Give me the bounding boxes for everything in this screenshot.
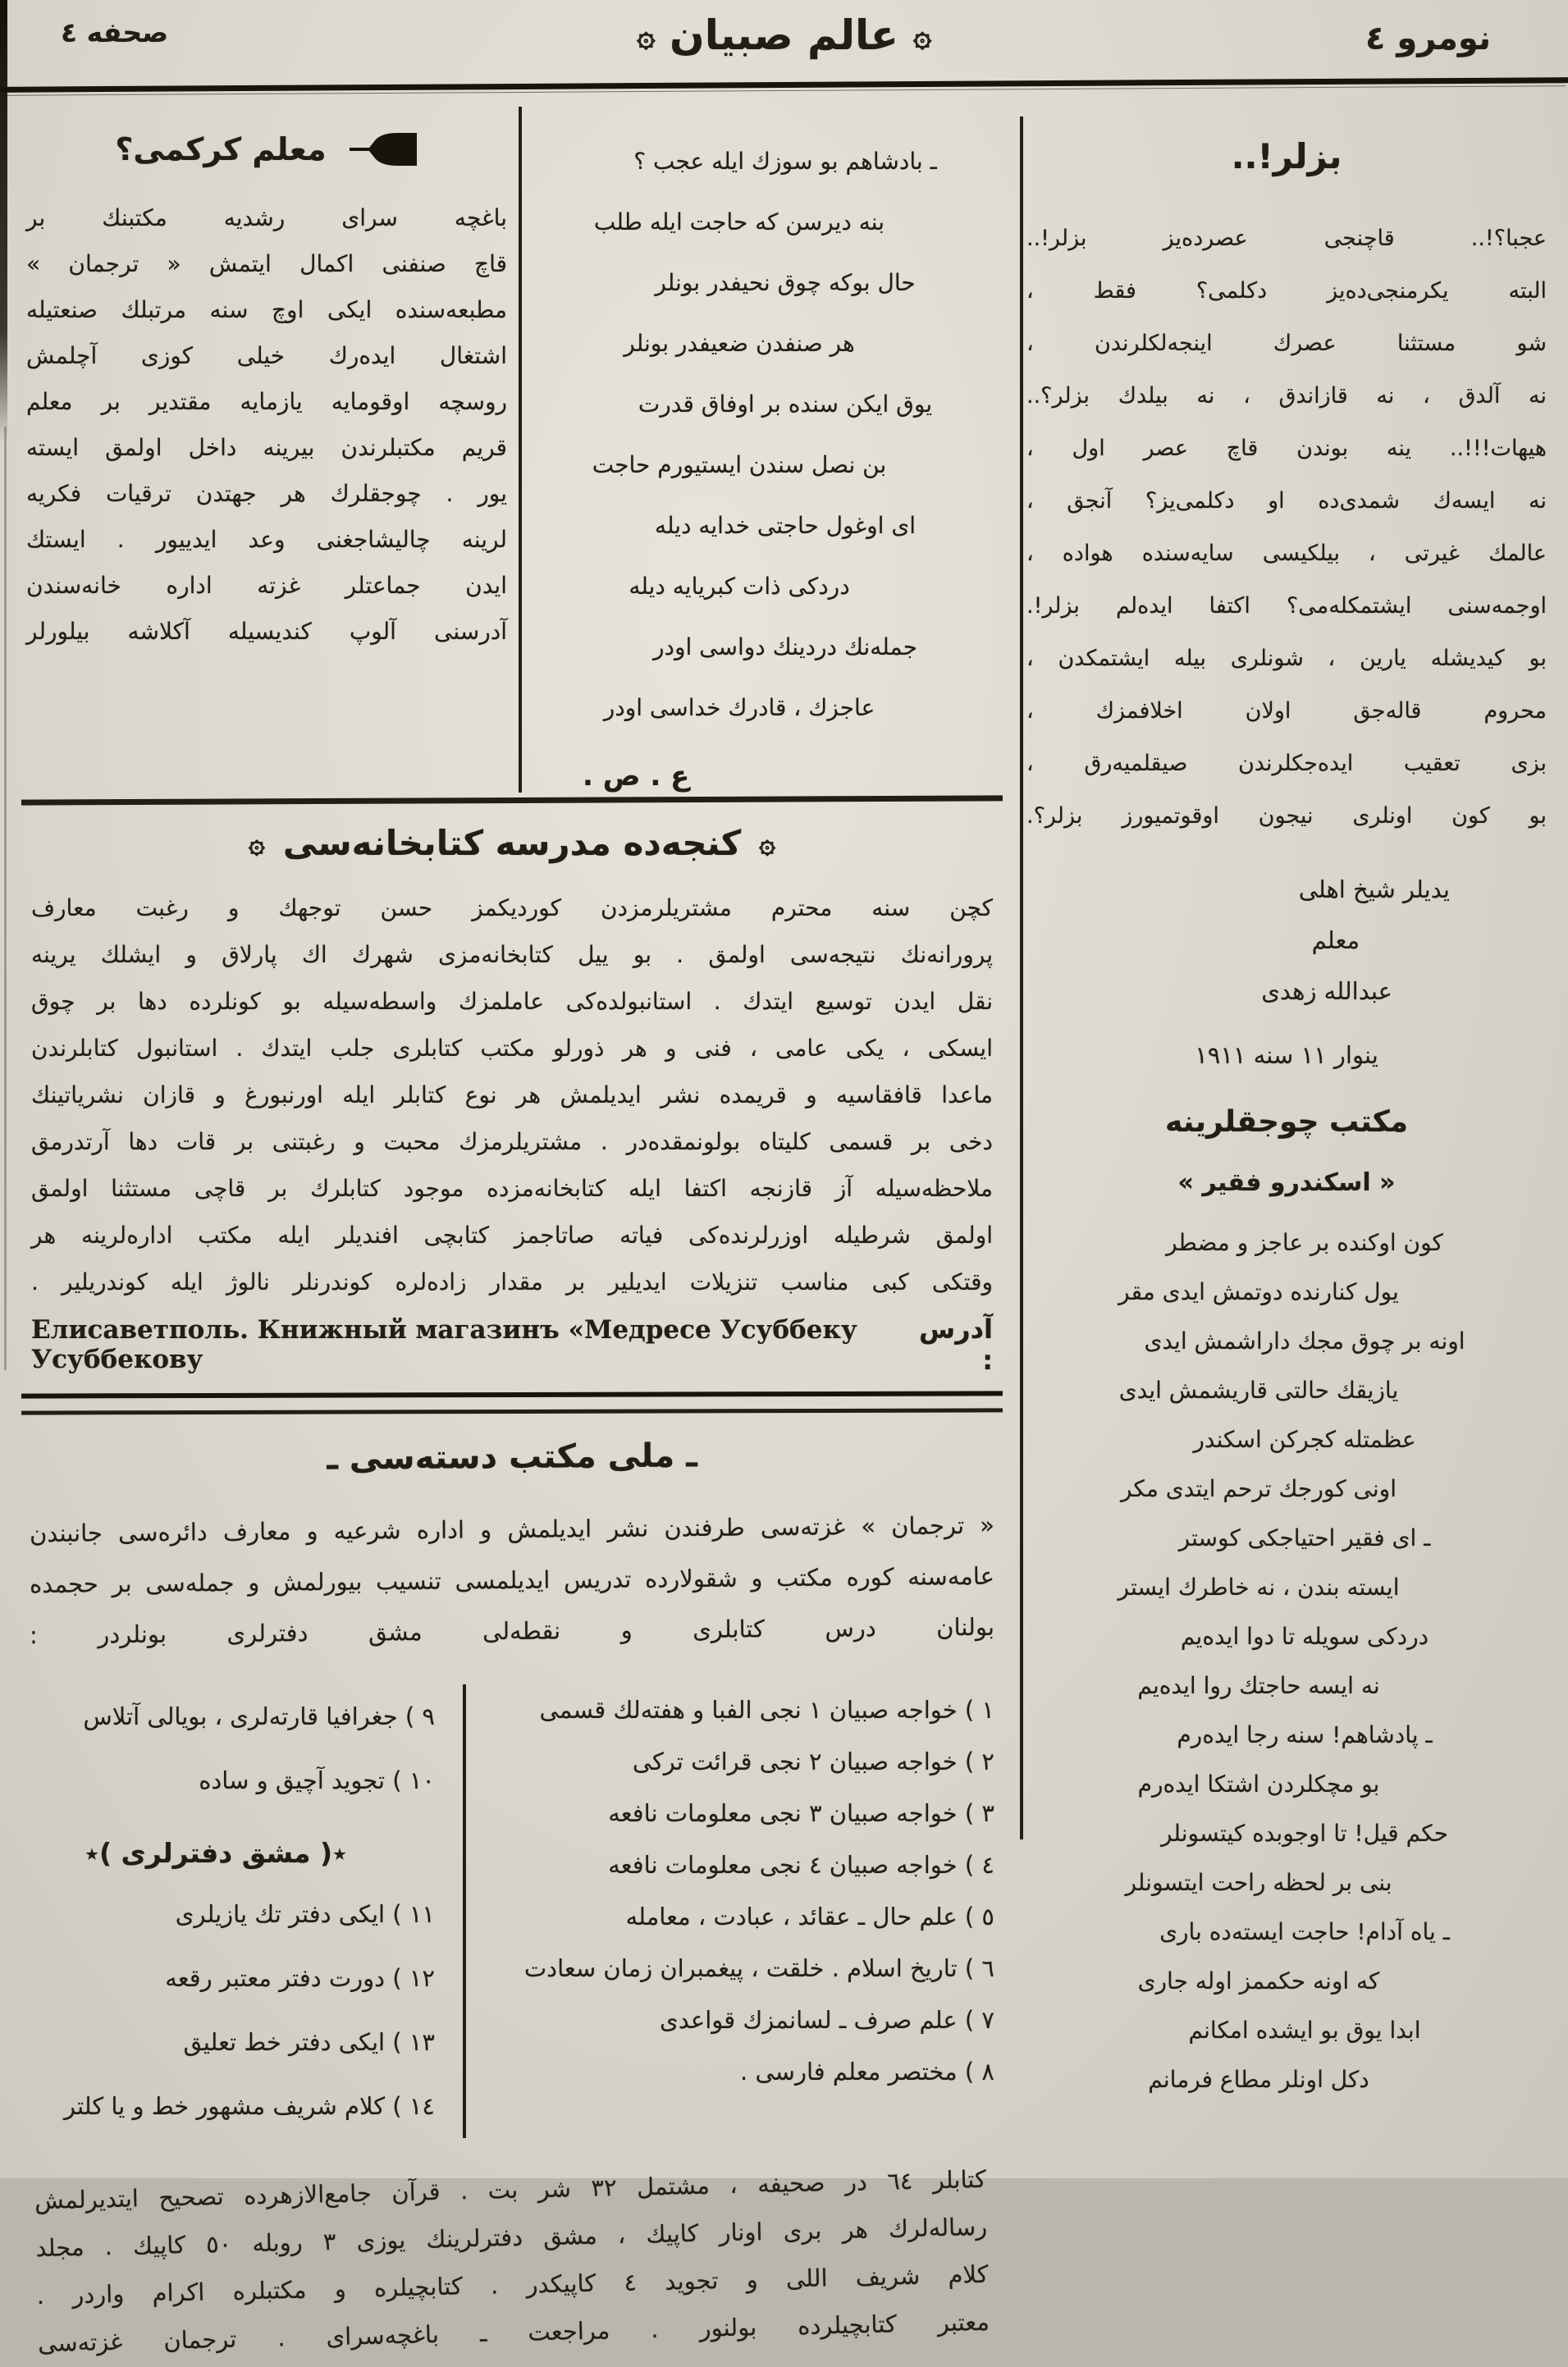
- article-line: قاچ صنفنى اكمال ايتمش « ترجمان »: [26, 250, 507, 277]
- article-body: [1026, 212, 1547, 843]
- poem-line: عظمتله كجركن اسكندر: [1193, 1426, 1416, 1453]
- address-russian: Елисаветполь. Книжный магазинъ «Медресе Усуббеку Усуббекову: [31, 1315, 857, 1374]
- poem-line: حكم قيل! تا اوجوبده كيتسونلر: [1160, 1820, 1448, 1847]
- header-rule: [0, 77, 1568, 93]
- poem-subtitle: « اسكندرو فقير »: [1177, 1168, 1396, 1197]
- poem-line: كون اوكنده بر عاجز و مضطر: [1166, 1229, 1443, 1256]
- main-area: [21, 107, 1003, 2356]
- paragraph-line: كتابلر ٦٤ در صحيفه ، مشتمل ٣٢ شر بت . قرآن جامع‌الازهرده تصحيح ايتديرلمش: [34, 2164, 987, 2215]
- issue-number-label: نومرو ٤: [1365, 20, 1491, 57]
- book-list-left-bottom: [30, 1882, 435, 2138]
- author-initials: ع . ص .: [583, 760, 690, 793]
- article-line: باغچه سراى رشديه مكتبنك بر: [26, 204, 507, 231]
- middle-column: [519, 107, 1003, 793]
- scan-edge-artifact: [0, 0, 7, 443]
- scan-edge-artifact: [4, 427, 7, 1370]
- paragraph-line: عامه‌سنه كوره مكتب و شقولارده تدريس ايديلمسى تنسيب بيورلمش و جمله‌سى بر حجمده: [29, 1561, 995, 1599]
- signature-line: عبدالله زهدى: [1261, 977, 1392, 1005]
- article-line: اشتغال ايده‌رك خيلى كوزى آچلمش: [26, 342, 507, 369]
- paragraph-line: بولنان درس كتابلرى و نقطه‌لى مشق دفترلرى بونلردر :: [29, 1612, 995, 1650]
- article-line: محروم قاله‌جق اولان اخلافمزك ،: [1026, 698, 1547, 724]
- poem-line: اونى كورجك ترحم ايتدى مكر: [1121, 1475, 1397, 1502]
- poem-body: [1026, 1218, 1547, 2104]
- article-title-row: [26, 131, 507, 167]
- section-heading: [31, 823, 993, 863]
- article-line: نه آلدق ، نه قازاندق ، نه بيلدك بزلر؟..: [1026, 383, 1547, 409]
- book-list: [30, 1684, 994, 2138]
- list-item: ١٣ ) ايكى دفتر خط تعليق: [183, 2028, 435, 2056]
- left-column: [21, 107, 519, 793]
- paragraph-line: كچن سنه محترم مشتريلرمزدن كورديكمز حسن توجهك و رغبت معارف: [31, 894, 993, 921]
- list-item: ١ ) خواجه صبيان ١ نجى الفبا و هفته‌لك قسمى: [539, 1696, 994, 1724]
- fleuron-icon: ۞: [636, 17, 656, 53]
- list-item: ١٠ ) تجويد آچيق و ساده: [199, 1766, 435, 1794]
- date-line: ينوار ١١ سنه ١٩١١: [1195, 1041, 1378, 1069]
- poem-line: يول كنارنده دوتمش ايدى مقر: [1118, 1278, 1399, 1305]
- poem-line: هر صنفدن ضعيفدر بونلر: [624, 330, 855, 357]
- list-item: ١١ ) ايكى دفتر تك يازيلرى: [175, 1900, 435, 1928]
- list-item: ٦ ) تاريخ اسلام . خلقت ، پيغمبران زمان سعادت: [523, 1954, 994, 1982]
- article-line: بزى تعقيب ايده‌جكلرندن صيقلميه‌رق ،: [1026, 751, 1547, 776]
- paragraph-line: ملاحظه‌سيله آز قازنجه اكتفا ايله كتابخانه‌مزده موجود كتابلرك بر قاچى مستثنا اولمق: [31, 1175, 993, 1202]
- school-set-section: [21, 1414, 1003, 2356]
- book-list-left: [30, 1684, 463, 2138]
- right-column: [1020, 107, 1547, 2104]
- list-item: ٣ ) خواجه صبيان ٣ نجى معلومات نافعه: [608, 1799, 994, 1827]
- poem-line: عاجزك ، قادرك خداسى اودر: [603, 694, 875, 721]
- article-title: معلم كركمى؟: [115, 131, 327, 167]
- poem-line: دردكى سويله تا دوا ايده‌يم: [1180, 1623, 1429, 1650]
- list-item: ٢ ) خواجه صبيان ٢ نجى قرائت تركى: [632, 1748, 994, 1775]
- article-body: [26, 195, 507, 655]
- paragraph-line: نقل ايدن توسيع ايتدك . استانبولده‌كى عاملمزك واسطه‌سيله بو كونلرده دها بر چوق: [31, 988, 993, 1015]
- poem-line: كه اونه حكممز اوله جارى: [1137, 1967, 1380, 1995]
- article-line: قريم مكتبلرندن بيرينه داخل اولمق ايسته: [26, 434, 507, 461]
- article-title: بزلر!..: [1231, 136, 1342, 176]
- article-line: نه ايسه‌ك شمدى‌ده او دكلمى‌يز؟ آنجق ،: [1026, 488, 1547, 514]
- list-item: ٤ ) خواجه صبيان ٤ نجى معلومات نافعه: [608, 1851, 994, 1879]
- fleuron-icon: ۞: [759, 827, 776, 860]
- double-rule: [21, 1391, 1003, 1414]
- library-section: [21, 803, 1003, 1376]
- poem-continuation: [537, 131, 998, 738]
- poem-title: مكتب چوجقلرينه: [1164, 1105, 1409, 1139]
- section-title: ـ ملى مكتب دسته‌سى ـ: [327, 1437, 697, 1478]
- article-line: عجبا؟!.. قاچنجى عصرده‌يز بزلر!..: [1026, 226, 1547, 251]
- upper-columns: [21, 107, 1003, 793]
- poem-line: ابدا يوق بو ايشده امكانم: [1188, 2017, 1421, 2044]
- article-line: اوجمه‌سنى ايشتمكله‌مى؟ اكتفا ايده‌لم بزلر!.: [1026, 593, 1547, 619]
- paragraph-line: پرورانه‌نك نتيجه‌سى اولمق . بو ييل كتابخانه‌مزى شهرك اك پارلاق و ايشلك يرينه: [31, 941, 993, 968]
- article-line: مطبعه‌سنده ايكى اوچ سنه مرتبلك صنعتيله: [26, 296, 507, 323]
- poem-line: دكل اونلر مطاع فرمانم: [1148, 2066, 1369, 2093]
- fleuron-icon: ۞: [912, 17, 932, 53]
- book-list-right: [463, 1684, 994, 2138]
- closing-paragraph: [28, 2155, 997, 2367]
- poem-line: ـ ياه آدام! حاجت ايسته‌ده بارى: [1159, 1918, 1450, 1945]
- paragraph-line: ايسكى ، يكى عامى ، فنى و هر ذورلو مكتب كتابلرى جلب ايتدك . استانبول كتابلرندن: [31, 1035, 993, 1062]
- paragraph-line: كلام شريف اللى و تجويد ٤ كاپيكدر . كتابچيلره و مكتبلره اكرام واردر .: [36, 2260, 989, 2310]
- poem-line: بن نصل سندن ايستيورم حاجت: [592, 451, 887, 478]
- article-line: يور . چوجقلرك هر جهتدن ترقيات فكريه: [26, 480, 507, 507]
- list-item: ٨ ) مختصر معلم فارسى .: [740, 2058, 994, 2086]
- article-line: عالمك غيرتى ، بيلكيسى سايه‌سنده هواده ،: [1026, 541, 1547, 566]
- poem-line: ـ اى فقير احتياجكى كوستر: [1178, 1524, 1431, 1551]
- masthead-title: عالم صبيان: [670, 11, 898, 59]
- poem-line: اى اوغول حاجتى خدايه ديله: [654, 512, 917, 539]
- article-line: البته يكرمنجى‌ده‌يز دكلمى؟ فقط ،: [1026, 278, 1547, 304]
- poem-line: جمله‌نك دردينك دواسى اودر: [652, 633, 918, 660]
- article-line: آدرسنى آلوپ كنديسيله آكلاشه بيلورلر: [26, 618, 507, 645]
- poem-line: حال بوكه چوق نحيفدر بونلر: [655, 269, 916, 296]
- poem-line: ـ بادشاهم بو سوزك ايله عجب ؟: [633, 148, 937, 175]
- poem-line: نه ايسه حاجتك روا ايده‌يم: [1137, 1672, 1380, 1699]
- list-item: ٧ ) علم صرف ـ لسانمزك قواعدى: [660, 2006, 994, 2034]
- list-item: ١٢ ) دورت دفتر معتبر رقعه: [165, 1964, 435, 1992]
- sub-heading: ٭( مشق دفترلرى )٭: [84, 1837, 348, 1869]
- article-line: شو مستثنا عصرك اينجه‌لكلرندن ،: [1026, 331, 1547, 356]
- paragraph-line: معتبر كتابچيلرده بولنور . مراجعت ـ باغچه‌سراى . ترجمان غزته‌سى: [37, 2307, 990, 2358]
- paragraph-line: ماعدا قافقاسيه و قريمده نشر ايديلمش هر نوع كتابلر ايله اورنبورغ و قازان نشرياتينك: [31, 1081, 993, 1108]
- article-line: لرينه چاليشاجغنى وعد ايدييور . ايستك: [26, 526, 507, 553]
- fleuron-icon: ۞: [248, 827, 265, 860]
- list-item: ١٤ ) كلام شريف مشهور خط و يا كلتر: [64, 2092, 435, 2120]
- poem-line: يوق ايكن سنده بر اوفاق قدرت: [638, 391, 933, 418]
- article-line: روسچه اوقومايه يازمايه مقتدير بر معلم: [26, 388, 507, 415]
- list-item: ٩ ) جغرافيا قارته‌لرى ، بويالى آتلاس: [83, 1702, 435, 1730]
- poem-line: بنى بر لحظه راحت ايتسونلر: [1125, 1869, 1392, 1896]
- poem-line: بو مچكلردن اشتكا ايده‌رم: [1137, 1771, 1380, 1798]
- section-intro: [30, 1504, 994, 1656]
- paragraph-line: « ترجمان » غزته‌سى طرفندن نشر ايديلمش و اداره شرعيه و معارف دائره‌سى جانبندن: [29, 1510, 995, 1548]
- poem-line: يازيقك حالتى قاريشمش ايدى: [1118, 1377, 1399, 1404]
- poem-line: ايسته بندن ، نه خاطرك ايستر: [1118, 1574, 1400, 1601]
- paragraph-line: اولمق شرطيله اوزرلرنده‌كى فياته صاتاجمز كتابچى افنديلر ايله مكتب اداره‌لرينه هر: [31, 1222, 993, 1249]
- address-row: [31, 1314, 993, 1376]
- masthead: [637, 11, 931, 59]
- address-label: آدرس :: [919, 1314, 993, 1376]
- article-line: بو كيديشله يارين ، شونلرى بيله ايشتمكدن ،: [1026, 646, 1547, 671]
- signature-line: يديلر شيخ اهلى: [1298, 875, 1450, 903]
- section-body: [31, 884, 993, 1305]
- signature-line: معلم: [1311, 926, 1360, 954]
- book-list-left-top: [30, 1684, 435, 1812]
- paragraph-line: دخى بر قسمى كليتاه بولونمقده‌در . مشتريلرمزك محبت و رغبتنى بر قات دها آرتدرمق: [31, 1128, 993, 1155]
- poem-line: ـ پادشاهم! سنه رجا ايده‌رم: [1177, 1721, 1433, 1748]
- article-line: بو كون اونلرى نيجون اوقوتميورز بزلر؟.: [1026, 803, 1547, 829]
- article-line: ايدن جماعتلر غزته اداره خانه‌سندن: [26, 572, 507, 599]
- paragraph-line: وقتكى كبى مناسب تنزيلات ايديلير بر مقدار زاده‌لره كوندرنلر نالوژ ايله كوندريلير .: [31, 1268, 993, 1295]
- poem-line: بنه ديرسن كه حاجت ايله طلب: [593, 208, 885, 235]
- poem-line: اونه بر چوق مجك داراشمش ايدى: [1144, 1327, 1465, 1355]
- article-line: هيهات!!!.. ينه بوندن قاچ عصر اول ،: [1026, 436, 1547, 461]
- section-title: كنجه‌ده مدرسه كتابخانه‌سى: [282, 823, 742, 863]
- list-item: ٥ ) علم حال ـ عقائد ، عبادت ، معامله: [625, 1903, 994, 1931]
- page-number-label: صحفه ٤: [61, 16, 169, 48]
- poem-line: دردكى ذات كبريايه ديله: [629, 573, 850, 600]
- paragraph-line: رساله‌لرك هر برى اونار كاپيك ، مشق دفترلرينك يوزى ٣ روبله ٥٠ كاپيك . مجلد: [35, 2212, 988, 2263]
- manicule-icon: [348, 131, 418, 167]
